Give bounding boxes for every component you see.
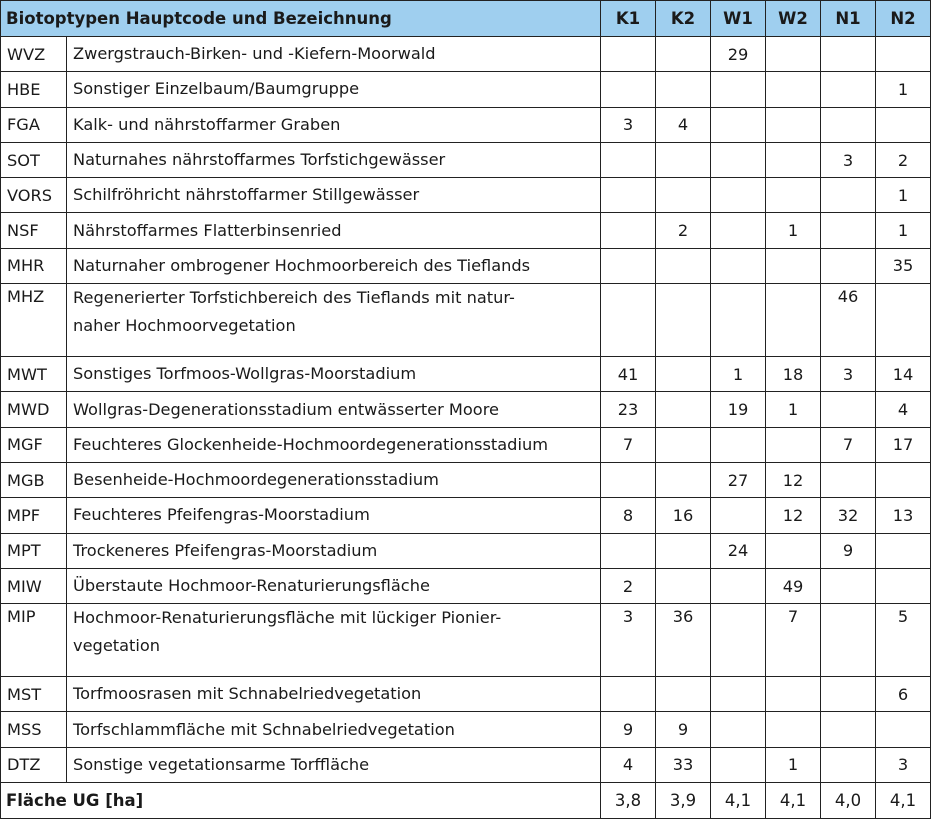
cell-value — [711, 568, 766, 603]
header-title: Biotoptypen Hauptcode und Bezeichnung — [1, 1, 601, 37]
biotope-code: MGB — [1, 462, 67, 497]
biotope-name — [67, 604, 601, 677]
biotope-name-line: vegetation — [73, 636, 161, 656]
biotope-code: MIP — [1, 604, 67, 677]
cell-value — [821, 568, 876, 603]
cell-value: 4 — [601, 747, 656, 782]
cell-value — [656, 677, 711, 712]
table-row — [1, 427, 931, 462]
cell-value: 1 — [876, 72, 931, 107]
table-row — [1, 357, 931, 392]
cell-value: 2 — [876, 142, 931, 177]
footer-value: 3,9 — [656, 783, 711, 819]
biotope-code: WVZ — [1, 37, 67, 72]
cell-value — [711, 72, 766, 107]
biotope-name: Zwergstrauch-Birken- und -Kiefern-Moorwald — [67, 37, 601, 72]
biotope-code: MWT — [1, 357, 67, 392]
cell-value — [711, 427, 766, 462]
biotope-name: Besenheide-Hochmoordegenerationsstadium — [67, 462, 601, 497]
biotope-name: Sonstige vegetationsarme Torffläche — [67, 747, 601, 782]
cell-value — [821, 747, 876, 782]
table-row — [1, 712, 931, 747]
table-row — [1, 604, 931, 677]
cell-value: 33 — [656, 747, 711, 782]
cell-value — [766, 37, 821, 72]
table-row — [1, 178, 931, 213]
cell-value: 18 — [766, 357, 821, 392]
biotope-name: Überstaute Hochmoor-Renaturierungsfläche — [67, 568, 601, 603]
cell-value — [821, 392, 876, 427]
biotope-name: Kalk- und nährstoffarmer Graben — [67, 107, 601, 142]
biotope-name: Feuchteres Glockenheide-Hochmoordegenerationsstadium — [67, 427, 601, 462]
biotope-name: Naturnaher ombrogener Hochmoorbereich des Tieflands — [67, 248, 601, 283]
biotope-code: MSS — [1, 712, 67, 747]
biotope-code: MGF — [1, 427, 67, 462]
cell-value — [876, 533, 931, 568]
cell-value — [601, 462, 656, 497]
column-header-k1: K1 — [601, 1, 656, 37]
cell-value — [821, 604, 876, 677]
cell-value: 1 — [876, 213, 931, 248]
biotope-name: Torfmoosrasen mit Schnabelriedvegetation — [67, 677, 601, 712]
cell-value: 16 — [656, 498, 711, 533]
cell-value — [876, 568, 931, 603]
column-header-k2: K2 — [656, 1, 711, 37]
cell-value — [876, 462, 931, 497]
biotope-code: MHZ — [1, 284, 67, 357]
cell-value — [821, 107, 876, 142]
cell-value — [656, 248, 711, 283]
table-row — [1, 284, 931, 357]
table-row — [1, 677, 931, 712]
cell-value — [656, 284, 711, 357]
cell-value — [656, 533, 711, 568]
cell-value: 32 — [821, 498, 876, 533]
cell-value: 3 — [601, 107, 656, 142]
cell-value — [766, 533, 821, 568]
cell-value — [821, 37, 876, 72]
table-row — [1, 568, 931, 603]
cell-value — [656, 178, 711, 213]
cell-value — [656, 357, 711, 392]
footer-value: 4,1 — [711, 783, 766, 819]
cell-value: 6 — [876, 677, 931, 712]
table-row — [1, 248, 931, 283]
cell-value: 2 — [601, 568, 656, 603]
cell-value — [766, 142, 821, 177]
cell-value: 1 — [766, 747, 821, 782]
cell-value — [766, 712, 821, 747]
cell-value — [601, 72, 656, 107]
cell-value — [601, 248, 656, 283]
cell-value — [656, 142, 711, 177]
cell-value: 29 — [711, 37, 766, 72]
table-body — [1, 37, 931, 783]
table-row — [1, 37, 931, 72]
biotope-code: MWD — [1, 392, 67, 427]
cell-value: 41 — [601, 357, 656, 392]
biotope-name: Feuchteres Pfeifengras-Moorstadium — [67, 498, 601, 533]
cell-value: 7 — [766, 604, 821, 677]
cell-value: 14 — [876, 357, 931, 392]
footer-value: 4,0 — [821, 783, 876, 819]
cell-value — [711, 213, 766, 248]
cell-value: 27 — [711, 462, 766, 497]
biotope-name: Sonstiges Torfmoos-Wollgras-Moorstadium — [67, 357, 601, 392]
cell-value — [876, 107, 931, 142]
column-header-n1: N1 — [821, 1, 876, 37]
cell-value — [711, 712, 766, 747]
biotope-code: NSF — [1, 213, 67, 248]
cell-value — [601, 213, 656, 248]
cell-value — [711, 284, 766, 357]
cell-value — [766, 248, 821, 283]
cell-value — [766, 677, 821, 712]
cell-value: 7 — [601, 427, 656, 462]
table-row — [1, 533, 931, 568]
cell-value: 4 — [656, 107, 711, 142]
column-header-n2: N2 — [876, 1, 931, 37]
cell-value: 17 — [876, 427, 931, 462]
cell-value: 1 — [766, 213, 821, 248]
cell-value — [711, 178, 766, 213]
cell-value — [821, 178, 876, 213]
cell-value — [821, 213, 876, 248]
cell-value: 8 — [601, 498, 656, 533]
cell-value: 19 — [711, 392, 766, 427]
cell-value — [711, 747, 766, 782]
biotope-code: MPT — [1, 533, 67, 568]
cell-value: 1 — [766, 392, 821, 427]
cell-value — [821, 677, 876, 712]
table-row — [1, 462, 931, 497]
cell-value — [601, 533, 656, 568]
cell-value: 35 — [876, 248, 931, 283]
biotope-code: HBE — [1, 72, 67, 107]
cell-value: 9 — [656, 712, 711, 747]
header-row — [1, 1, 931, 37]
table-row — [1, 72, 931, 107]
cell-value — [601, 37, 656, 72]
cell-value: 5 — [876, 604, 931, 677]
cell-value — [711, 142, 766, 177]
cell-value — [876, 712, 931, 747]
biotope-name: Torfschlammfläche mit Schnabelriedvegetation — [67, 712, 601, 747]
biotope-name — [67, 284, 601, 357]
biotope-code: FGA — [1, 107, 67, 142]
cell-value — [766, 107, 821, 142]
footer-value: 3,8 — [601, 783, 656, 819]
cell-value: 7 — [821, 427, 876, 462]
footer-label: Fläche UG [ha] — [1, 783, 601, 819]
cell-value — [656, 462, 711, 497]
biotope-code: VORS — [1, 178, 67, 213]
biotope-code: MHR — [1, 248, 67, 283]
cell-value — [656, 392, 711, 427]
cell-value — [766, 284, 821, 357]
cell-value — [656, 72, 711, 107]
footer-value: 4,1 — [766, 783, 821, 819]
biotope-name: Naturnahes nährstoffarmes Torfstichgewässer — [67, 142, 601, 177]
cell-value — [876, 37, 931, 72]
cell-value — [601, 284, 656, 357]
cell-value: 13 — [876, 498, 931, 533]
cell-value — [711, 604, 766, 677]
cell-value: 2 — [656, 213, 711, 248]
cell-value — [601, 677, 656, 712]
cell-value — [601, 142, 656, 177]
biotope-code: DTZ — [1, 747, 67, 782]
column-header-w1: W1 — [711, 1, 766, 37]
biotope-code: MIW — [1, 568, 67, 603]
cell-value: 3 — [876, 747, 931, 782]
cell-value — [656, 427, 711, 462]
cell-value: 23 — [601, 392, 656, 427]
cell-value — [711, 248, 766, 283]
table-row — [1, 747, 931, 782]
table-row — [1, 107, 931, 142]
biotope-code: MPF — [1, 498, 67, 533]
cell-value — [766, 72, 821, 107]
cell-value: 3 — [821, 142, 876, 177]
cell-value — [656, 568, 711, 603]
cell-value — [821, 72, 876, 107]
cell-value — [821, 462, 876, 497]
cell-value: 46 — [821, 284, 876, 357]
cell-value — [711, 498, 766, 533]
cell-value — [656, 37, 711, 72]
cell-value — [821, 248, 876, 283]
cell-value: 24 — [711, 533, 766, 568]
cell-value: 3 — [601, 604, 656, 677]
cell-value — [821, 712, 876, 747]
cell-value — [876, 284, 931, 357]
cell-value: 4 — [876, 392, 931, 427]
cell-value: 1 — [711, 357, 766, 392]
biotope-name-line: Hochmoor-Renaturierungsfläche mit lückiger Pionier- — [73, 608, 502, 628]
table-row — [1, 392, 931, 427]
cell-value: 49 — [766, 568, 821, 603]
table-row — [1, 213, 931, 248]
biotope-name: Schilfröhricht nährstoffarmer Stillgewässer — [67, 178, 601, 213]
biotope-name-line: naher Hochmoorvegetation — [73, 316, 296, 336]
cell-value: 1 — [876, 178, 931, 213]
biotope-name: Wollgras-Degenerationsstadium entwässerter Moore — [67, 392, 601, 427]
biotope-name: Sonstiger Einzelbaum/Baumgruppe — [67, 72, 601, 107]
cell-value: 9 — [601, 712, 656, 747]
cell-value — [601, 178, 656, 213]
biotope-code: MST — [1, 677, 67, 712]
column-header-w2: W2 — [766, 1, 821, 37]
cell-value: 12 — [766, 498, 821, 533]
cell-value — [711, 107, 766, 142]
table-row — [1, 498, 931, 533]
biotope-name: Nährstoffarmes Flatterbinsenried — [67, 213, 601, 248]
table-row — [1, 142, 931, 177]
footer-value: 4,1 — [876, 783, 931, 819]
cell-value — [766, 178, 821, 213]
cell-value: 12 — [766, 462, 821, 497]
biotope-code: SOT — [1, 142, 67, 177]
footer-row — [1, 783, 931, 819]
cell-value: 9 — [821, 533, 876, 568]
cell-value: 3 — [821, 357, 876, 392]
cell-value: 36 — [656, 604, 711, 677]
cell-value — [711, 677, 766, 712]
biotope-name-line: Regenerierter Torfstichbereich des Tieflands mit natur- — [73, 288, 515, 308]
biotope-name: Trockeneres Pfeifengras-Moorstadium — [67, 533, 601, 568]
cell-value — [766, 427, 821, 462]
